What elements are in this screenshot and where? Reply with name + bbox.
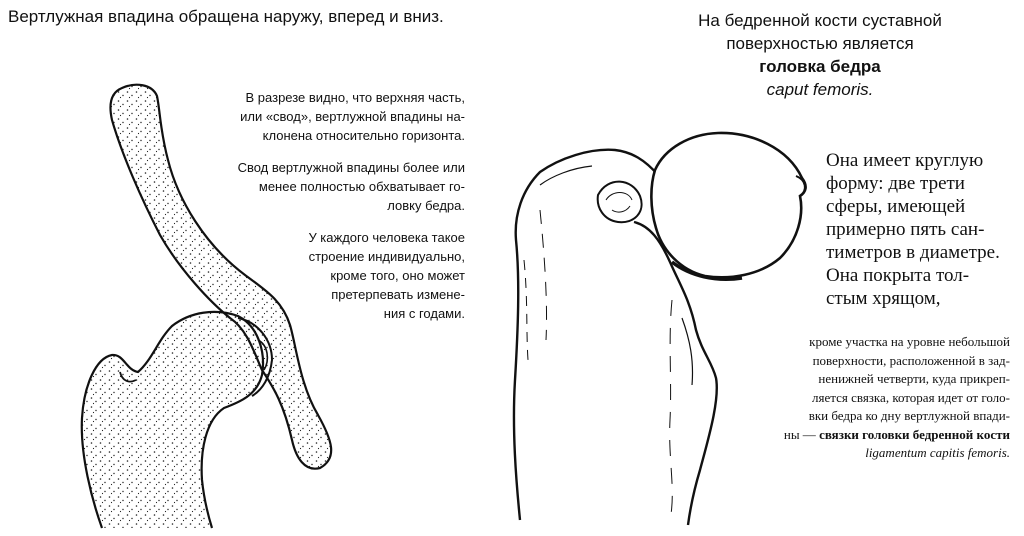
term-ligament-latin: ligamentum capitis femoris. bbox=[865, 445, 1010, 460]
text-line: кроме участка на уровне небольшой bbox=[809, 334, 1010, 349]
text-line: ненижней четверти, куда прикреп- bbox=[818, 371, 1010, 386]
term-ligament-ru: связки головки бедренной кости bbox=[819, 426, 1010, 442]
text-line: тиметров в диаметре. bbox=[826, 242, 1000, 263]
text-line: В разрезе видно, что верхняя часть, bbox=[245, 90, 465, 105]
left-annotation bbox=[160, 88, 465, 336]
left-paragraph-1 bbox=[160, 88, 465, 145]
text-line: претерпевать измене- bbox=[331, 287, 465, 302]
left-paragraph-3 bbox=[160, 228, 465, 323]
text-line: ния с годами. bbox=[383, 306, 465, 321]
text-line: клонена относительно горизонта. bbox=[262, 128, 465, 143]
text-line: строение индивидуально, bbox=[308, 249, 465, 264]
right-caption-title bbox=[616, 9, 1024, 101]
text-line: вки бедра ко дну вертлужной впади- bbox=[808, 408, 1010, 423]
text-line: примерно пять сан- bbox=[826, 219, 985, 240]
text-line: или «свод», вертлужной впадины на- bbox=[240, 109, 465, 124]
text-line: У каждого человека такое bbox=[308, 230, 465, 245]
femoral-head bbox=[651, 133, 805, 279]
text-line: кроме того, оно может bbox=[330, 268, 465, 283]
text-line: Она имеет круглую bbox=[826, 150, 984, 171]
text-line: менее полностью обхватывает го- bbox=[258, 179, 465, 194]
text-line: Свод вертлужной впадины более или bbox=[237, 160, 465, 175]
text-line: ловку бедра. bbox=[387, 198, 465, 213]
text-line bbox=[742, 426, 1010, 445]
left-paragraph-2 bbox=[160, 158, 465, 215]
term-caput-femoris-latin: caput femoris. bbox=[766, 80, 874, 99]
text-line: форму: две трети bbox=[826, 173, 965, 194]
text-line: Она покрыта тол- bbox=[826, 265, 970, 286]
text-line: ляется связка, которая идет от голо- bbox=[812, 389, 1010, 405]
text-line: стым хрящом, bbox=[826, 288, 941, 309]
term-caput-femoris-ru: головка бедра bbox=[759, 57, 881, 76]
text-line: поверхностью является bbox=[726, 34, 914, 53]
text-line: На бедренной кости суставной bbox=[698, 11, 942, 30]
ligament-description bbox=[742, 333, 1010, 463]
femoral-head-description bbox=[826, 149, 1000, 310]
femur-section bbox=[82, 312, 268, 528]
text-fragment: ны — bbox=[783, 426, 820, 442]
text-line: сферы, имеющей bbox=[826, 196, 966, 217]
left-caption-title: Вертлужная впадина обращена наружу, вперед и вниз. bbox=[8, 7, 444, 26]
text-line: поверхности, расположенной в зад- bbox=[812, 352, 1010, 368]
